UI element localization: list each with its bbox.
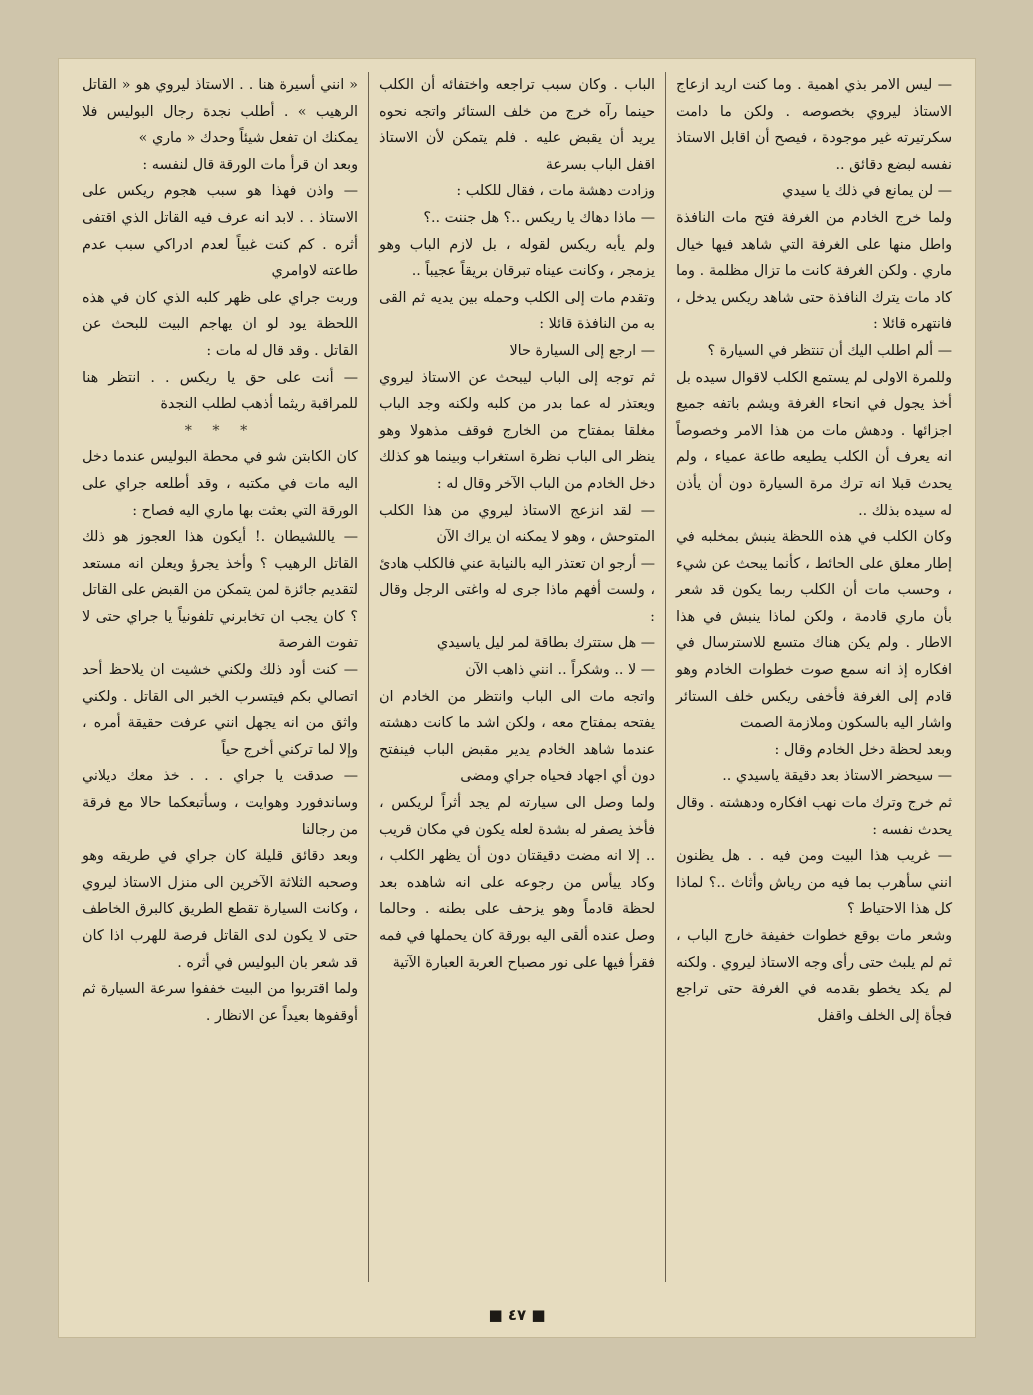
column-left — [72, 72, 368, 1282]
paragraph: — أرجو ان تعتذر اليه بالنيابة عني فالكلب هادئ ، ولست أفهم ماذا جرى له واغتى الرجل وقال : — [379, 555, 655, 625]
paragraph: وبعد ان قرأ مات الورقة قال لنفسه : — [142, 156, 358, 173]
paragraph: — أنت على حق يا ريكس . . انتظر هنا للمراقبة ريثما أذهب لطلب النجدة — [82, 369, 358, 413]
paragraph: — لقد انزعج الاستاذ ليروي من هذا الكلب المتوحش ، وهو لا يمكنه ان يراك الآن — [379, 502, 655, 546]
paragraph: وربت جراي على ظهر كلبه الذي كان في هذه اللحظة يود لو ان يهاجم البيت للبحث عن القاتل . وقد قال له مات : — [82, 289, 358, 359]
text-columns — [72, 72, 962, 1282]
column-middle — [368, 72, 665, 1282]
paragraph: — لن يمانع في ذلك يا سيدي — [782, 183, 952, 200]
paragraph: ثم خرج وترك مات نهب افكاره ودهشته . وقال يحدث نفسه : — [676, 795, 952, 838]
magazine-page — [58, 58, 976, 1338]
paragraph: ثم توجه إلى الباب ليبحث عن الاستاذ ليروي ويعتذر له عما بدر من كلبه ولكنه وجد الباب مغلقا بمفتاح من الخارج فوقف مذهولا وهو ينظر الى الباب نظرة استغراب وبينما هو كذلك دخل الخادم من الباب الآخر وقال له : — [379, 369, 655, 492]
paragraph: — واذن فهذا هو سبب هجوم ريكس على الاستاذ . . لابد انه عرف فيه القاتل الذي اقتفى أثره . كم كنت غبياً لعدم ادراكي سبب عدم طاعته لاوامري — [82, 183, 358, 280]
paragraph: وتقدم مات إلى الكلب وحمله بين يديه ثم القى به من النافذة قائلا : — [379, 289, 655, 333]
paragraph: — كنت أود ذلك ولكني خشيت ان يلاحظ أحد اتصالي بكم فيتسرب الخبر الى القاتل . ولكني واثق من انه يجهل انني عرفت حقيقة أمره ، وإلا لما تركني أخرج حياً — [82, 662, 358, 758]
paragraph: — لا .. وشكراً .. انني ذاهب الآن — [465, 662, 655, 679]
paragraph: — سيحضر الاستاذ بعد دقيقة ياسيدي .. — [722, 768, 952, 785]
paragraph: ولم يأبه ريكس لقوله ، بل لازم الباب وهو يزمجر ، وكانت عيناه تبرقان بريقاً عجيباً .. — [379, 236, 655, 280]
paragraph: — ياللشيطان .! أيكون هذا العجوز هو ذلك القاتل الرهيب ؟ وأخذ يجرؤ ويعلن انه مستعد لتقديم جائزة لمن يتمكن من القبض على القاتل ؟ كان يجب ان تخابرني تلفونياً يا جراي حتى لا تفوت الفرصة — [82, 529, 358, 652]
paragraph: — صدقت يا جراي . . . خذ معك ديلاني وساندفورد وهوايت ، وسأتبعكما حالا مع فرقة من رجالنا — [82, 768, 358, 838]
paragraph: — هل ستترك بطاقة لمر ليل ياسيدي — [436, 635, 655, 652]
paragraph: وبعد لحظة دخل الخادم وقال : — [774, 741, 952, 758]
paragraph: كان الكابتن شو في محطة البوليس عندما دخل اليه مات في مكتبه ، وقد أطلعه جراي على الورقة التي بعثت بها ماري اليه فصاح : — [82, 449, 358, 519]
paragraph: ولما خرج الخادم من الغرفة فتح مات النافذة واطل منها على الغرفة التي شاهد فيها خيال ماري . ولكن الغرفة كانت ما تزال مظلمة . وما كاد مات يترك النافذة حتى شاهد ريكس يدخل ، فانتهره قائلا : — [676, 209, 952, 333]
paragraph: وللمرة الاولى لم يستمع الكلب لاقوال سيده بل أخذ يجول في انحاء الغرفة ويشم باتفه جميع اجزائها . ودهش مات من هذا الامر وخصوصاً انه يعرف أن الكلب يطيعه طاعة عمياء ، ولم يحدث قبلا انه ترك مرة السيارة دون أن يأذن له سيده بذلك .. — [676, 369, 952, 519]
paragraph: — ماذا دهاك يا ريكس ..؟ هل جننت ..؟ — [423, 209, 655, 226]
paragraph: وكان الكلب في هذه اللحظة ينبش بمخلبه في إطار معلق على الحائط ، كأنما يبحث عن شيء ، وحسب مات أن الكلب ربما يكون قد شعر بأن ماري قادمة ، ولكن لماذا ينبش في هذا الاطار . ولم يكن هناك متسع للاسترسال في افكاره إذ انه سمع صوت خطوات الخادم وهو قادم إلى الغرفة فأخفى ريكس خلف الستائر واشار اليه بالسكون وملازمة الصمت — [676, 529, 952, 732]
paragraph: وشعر مات بوقع خطوات خفيفة خارج الباب ، ثم لم يلبث حتى رأى وجه الاستاذ ليروي . ولكنه لم يكد يخطو بقدمه في الغرفة حتى تراجع فجأة إلى الخلف واقفل — [676, 928, 952, 1024]
paragraph: وبعد دقائق قليلة كان جراي في طريقه وهو وصحبه الثلاثة الآخرين الى منزل الاستاذ ليروي ، وكانت السيارة تقطع الطريق كالبرق الخاطف حتى لا يكون لدى القاتل فرصة للهرب اذا كان قد شعر بان البوليس في أثره . — [82, 848, 358, 971]
paragraph: وزادت دهشة مات ، فقال للكلب : — [456, 183, 655, 200]
paragraph: « انني أسيرة هنا . . الاستاذ ليروي هو « القاتل الرهيب » . أطلب نجدة رجال البوليس فلا يمكنك ان تفعل شيئاً وحدك « ماري » — [82, 77, 358, 147]
paragraph: ولما اقتربوا من البيت خففوا سرعة السيارة ثم أوقفوها بعيداً عن الانظار . — [82, 981, 358, 1024]
paragraph: — غريب هذا البيت ومن فيه . . هل يظنون انني سأهرب بما فيه من رياش وأثاث ..؟ لماذا كل هذا الاحتياط ؟ — [676, 848, 952, 918]
paragraph: ولما وصل الى سيارته لم يجد أثراً لريكس ، فأخذ يصفر له بشدة لعله يكون في مكان قريب .. إلا انه مضت دقيقتان دون أن يظهر الكلب ، وكاد ييأس من رجوعه على انه شاهده بعد لحظة قادماً وهو يزحف على بطنه . وحالما وصل عنده ألقى اليه بورقة كان يحملها في فمه فقرأ فيها على نور مصباح العربة العبارة الآتية — [379, 795, 655, 971]
section-separator: * * * — [184, 422, 256, 439]
paragraph: واتجه مات الى الباب وانتظر من الخادم ان يفتحه بمفتاح معه ، ولكن اشد ما كانت دهشته عندما شاهد الخادم يدير مقبض الباب فينفتح دون أي اجهاد فحياه جراي ومضى — [379, 688, 655, 785]
paragraph: — ألم اطلب اليك أن تنتظر في السيارة ؟ — [707, 342, 952, 359]
page-number: ■ ٤٧ ■ — [488, 1306, 546, 1324]
paragraph: — ارجع إلى السيارة حالا — [509, 342, 655, 359]
column-right — [665, 72, 962, 1282]
paragraph: — ليس الامر بذي اهمية . وما كنت اريد ازعاج الاستاذ ليروي بخصوصه . ولكن ما دامت سكرتيرته غير موجودة ، فيصح أن اقابل الاستاذ نفسه لبضع دقائق .. — [676, 77, 952, 173]
paragraph: الباب . وكان سبب تراجعه واختفائه أن الكلب حينما رآه خرج من خلف الستائر واتجه نحوه يريد أن يقبض عليه . فلم يتمكن لأن الاستاذ اقفل الباب بسرعة — [379, 77, 655, 173]
